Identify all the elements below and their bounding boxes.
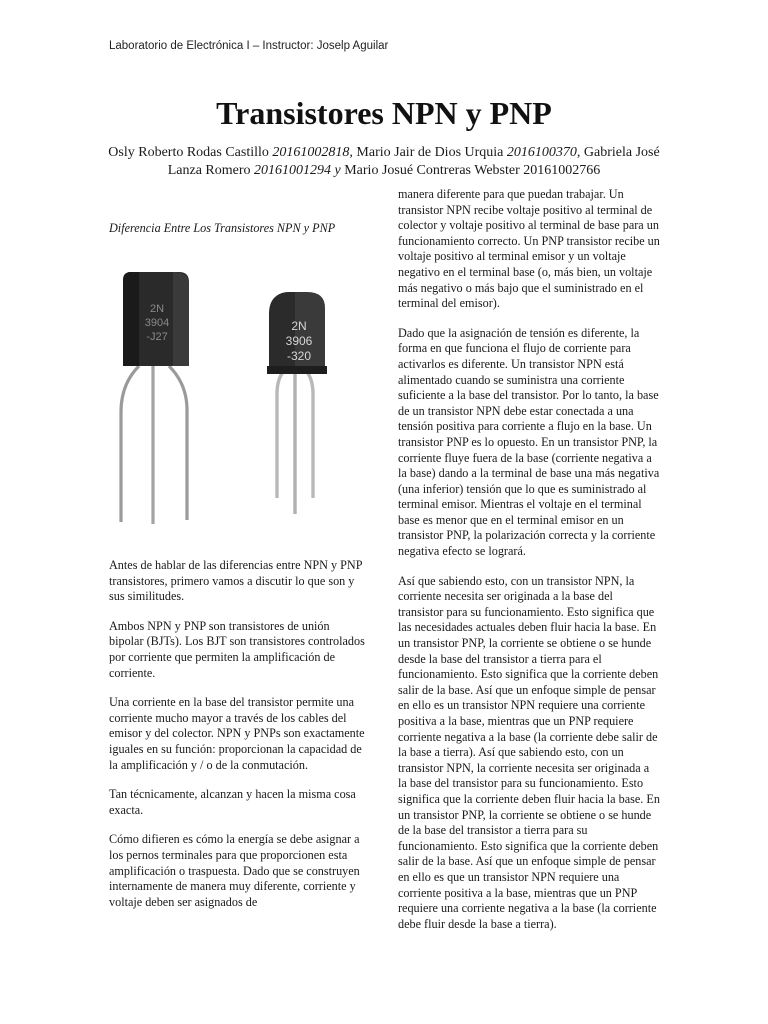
body-paragraph: Ambos NPN y PNP son transistores de unión bipolar (BJTs). Los BJT son transistores controlados por corriente que permiten la amplificación de corriente. (109, 618, 365, 680)
pnp-transistor-figure (267, 292, 327, 514)
author-name: Osly Roberto Rodas Castillo (108, 145, 273, 160)
body-paragraph: manera diferente para que puedan trabajar. Un transistor NPN recibe voltaje positivo al terminal de colector y voltaje positivo al terminal de base para un funcionamiento correcto. Un PNP transistor recibe un voltaje positivo al terminal emisor y un voltaje negativo en el terminal base (o, más bien, un voltaje más negativo o más bajo que el suministrado en el terminal del emisor). (398, 187, 660, 311)
pnp-marking-line-2: 3906 (285, 334, 313, 348)
body-paragraph: Una corriente en la base del transistor permite una corriente mucho mayor a través de los cables del emisor y del colector. NPN y PNPs son exactamente iguales en su función: proporcionan la capacidad de la amplificación y / o de la conmutación. (109, 695, 365, 772)
npn-transistor-figure (121, 272, 189, 524)
author-name: Mario Josué Contreras Webster 20161002766 (340, 163, 601, 178)
page-header: Laboratorio de Electrónica I – Instructor: Joselp Aguilar (109, 40, 389, 52)
body-paragraph: Dado que la asignación de tensión es diferente, la forma en que funciona el flujo de corriente para activarlos es diferente. Un transistor NPN está alimentado cuando se suministra una corriente suficiente a la base del transistor. Por lo tanto, la base de un transistor NPN debe estar conectada a una tensión positiva para corriente a flujo en la base. Un transistor PNP es lo opuesto. En un transistor PNP, la corriente fluye fuera de la base (corriente negativa a la base) dando a la terminal de base una más negativa (una inferior) tensión que lo que es suministrado al terminal emisor. Mientras el voltaje en el terminal base es menor que en el terminal emisor en un transistor PNP, la polarización correcta y la corriente negativa efecto se logrará. (398, 325, 660, 559)
author-id: 2016100370, (506, 145, 581, 160)
document-title: Transistores NPN y PNP (216, 95, 552, 131)
author-id: 20161001294 y (254, 163, 341, 178)
body-paragraph: Así que sabiendo esto, con un transistor NPN, la corriente necesita ser originada a la base del transistor para su funcionamiento. Esto significa que las necesidades actuales deben fluir hacia la base. En un transistor PNP, la corriente se obtiene o se hunde desde la base del transistor a tierra para el funcionamiento. Esto significa que la corriente deben salir de la base. Así que un enfoque simple de pensar en ello es un transistor NPN requiere una corriente positiva a la base, mientras que un PNP requiere corriente negativa a la base (la corriente debe salir de la base a tierra). Así que sabiendo esto, con un transistor NPN, la corriente necesita ser originada a la base del transistor para su funcionamiento. Esto significa que la corriente deben fluir hacia la base. En un transistor PNP, la corriente se obtiene o se hunde de la base del transistor a tierra para su funcionamiento. Esto significa que la corriente deben salir de la base. Así que un enfoque simple de pensar en ello es que un transistor NPN requiere una corriente positiva a la base, mientras que un PNP requiere una corriente negativa a la base (la corriente debe fluir desde la base a tierra). (398, 573, 660, 931)
body-paragraph: Antes de hablar de las diferencias entre NPN y PNP transistores, primero vamos a discutir lo que son y sus similitudes. (109, 558, 363, 604)
transistors-image (109, 244, 367, 524)
section-subheading: Diferencia Entre Los Transistores NPN y PNP (109, 221, 336, 235)
npn-marking-line-3: -J27 (146, 331, 168, 343)
npn-marking-line-1: 2N (149, 303, 165, 315)
author-id: 20161002818, (272, 145, 353, 160)
author-list (100, 144, 668, 180)
npn-marking-line-2: 3904 (144, 317, 170, 329)
right-column (398, 187, 660, 946)
author-name: Mario Jair de Dios Urquia (352, 145, 507, 160)
pnp-marking-line-3: -320 (286, 349, 312, 363)
author-name: Gabriela José Lanza Romero (167, 145, 660, 178)
transistor-photo (109, 244, 367, 524)
body-paragraph: Cómo difieren es cómo la energía se debe asignar a los pernos terminales para que proporcionen esta amplificación o traspuesta. Dado que se construyen internamente de manera muy diferente, corriente y voltaje deben ser asignados de (109, 832, 360, 909)
pnp-marking-line-1: 2N (291, 319, 307, 333)
body-paragraph: Tan técnicamente, alcanzan y hacen la misma cosa exacta. (109, 787, 356, 817)
left-column (109, 220, 367, 924)
